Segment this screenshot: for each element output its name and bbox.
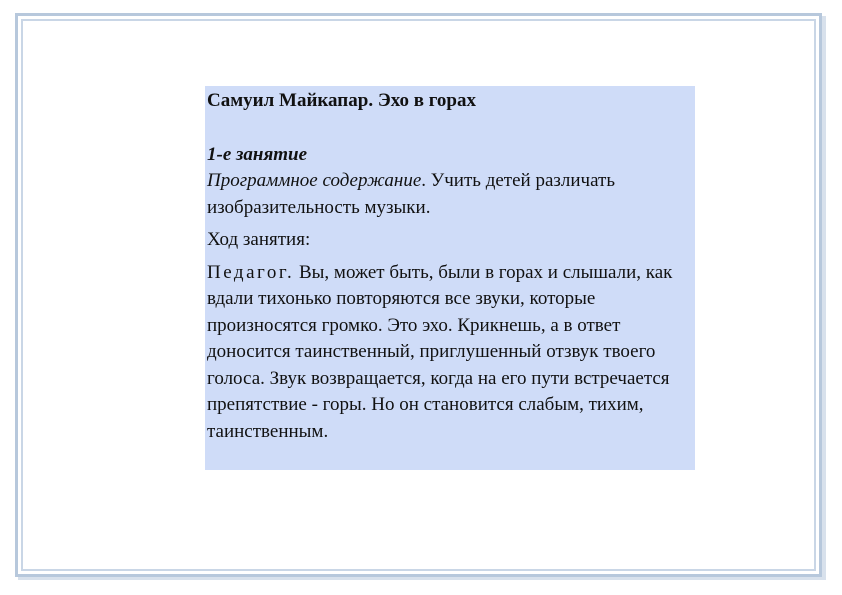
- program-paragraph: [207, 168, 693, 221]
- document-title: Самуил Майкапар. Эхо в горах: [207, 90, 476, 111]
- blank-line: [207, 115, 693, 142]
- frame-shadow: [822, 16, 826, 580]
- course-label: Ход занятия:: [207, 229, 311, 250]
- program-label: Программное содержание: [207, 170, 422, 191]
- teacher-paragraph: [207, 260, 693, 446]
- lesson-heading: 1-е занятие: [207, 143, 308, 165]
- teacher-speech: Вы, может быть, были в горах и слышали, как вдали тихонько повторяются все звуки, которые произносятся громко. Это эхо. Крикнешь, а в ответ доносится таинственный, приглушенный отзвук твоего голоса. Звук возвращается, когда на его пути встречается препятствие - горы. Но он становится слабым, тихим, таинственным.: [207, 261, 673, 442]
- program-text: . Учить детей различать изобразительность музыки.: [207, 170, 615, 218]
- frame-shadow: [18, 577, 826, 580]
- text-box: [205, 86, 695, 470]
- teacher-speaker: Педагог.: [207, 261, 295, 283]
